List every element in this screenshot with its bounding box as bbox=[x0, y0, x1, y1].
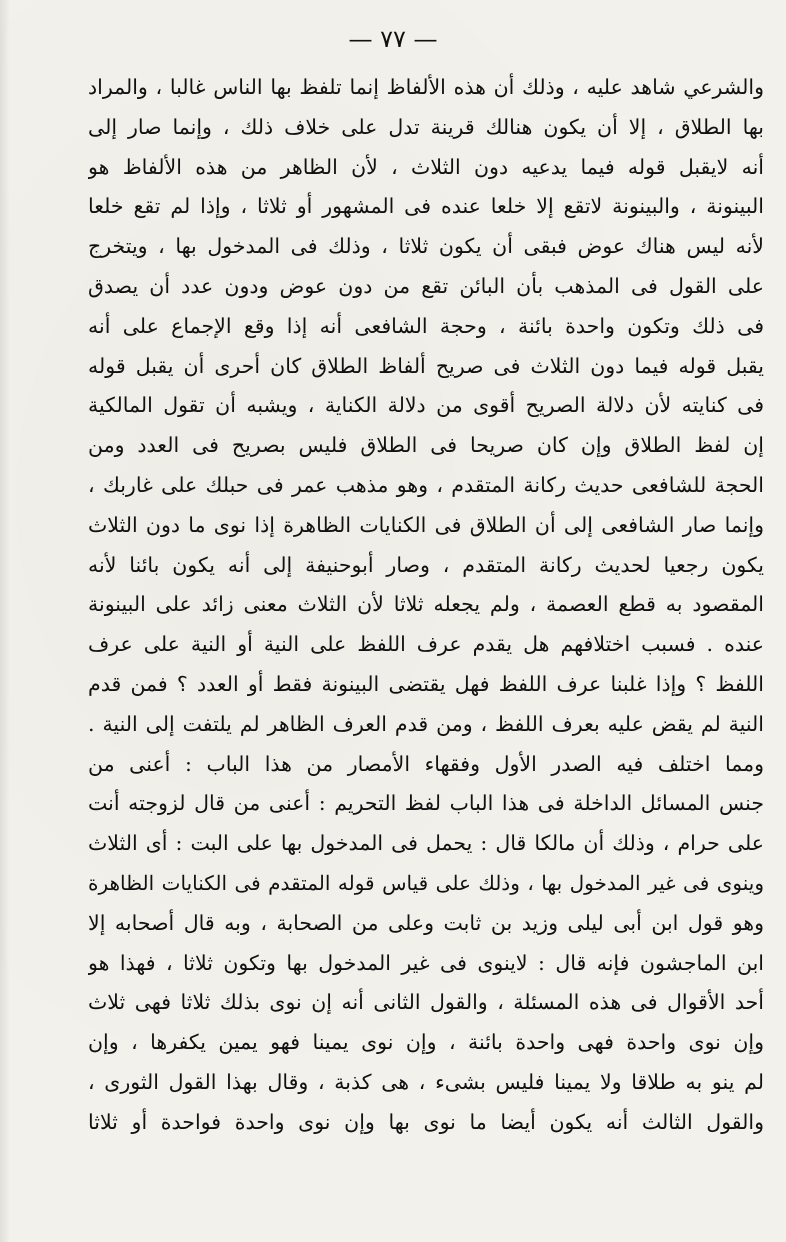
text-line: على حرام ، وذلك أن مالكا قال : يحمل فى المدخول بها على البت : أى الثلاث bbox=[88, 831, 764, 856]
text-line: اللفظ ؟ وإذا غلبنا عرف اللفظ فهل يقتضى البينونة فقط أو العدد ؟ فمن قدم bbox=[88, 671, 764, 696]
text-line: الحجة للشافعى حديث ركانة المتقدم ، وهو مذهب عمر فى حبلك على غاربك ، bbox=[88, 472, 764, 497]
body-text bbox=[88, 68, 764, 1143]
text-line: المقصود به قطع العصمة ، ولم يجعله ثلاثا لأن الثلاث معنى زائد على البينونة bbox=[88, 592, 764, 617]
text-line: بها الطلاق ، إلا أن يكون هنالك قرينة تدل على خلاف ذلك ، وإنما صار إلى bbox=[88, 114, 764, 139]
text-line: وإنما صار الشافعى إلى أن الطلاق فى الكنايات الظاهرة إذا نوى ما دون الثلاث bbox=[88, 512, 764, 537]
text-line: ابن الماجشون فإنه قال : لاينوى فى غير المدخول بها وتكون ثلاثا ، فهذا هو bbox=[88, 950, 764, 975]
text-line: لأنه ليس هناك عوض فبقى أن يكون ثلاثا ، وذلك فى المدخول بها ، ويتخرج bbox=[88, 234, 764, 259]
text-line: جنس المسائل الداخلة فى هذا الباب لفظ التحريم : أعنى من قال لزوجته أنت bbox=[88, 791, 764, 816]
text-line: عنده . فسبب اختلافهم هل يقدم عرف اللفظ على النية أو النية على عرف bbox=[88, 632, 764, 657]
page-edge-shadow bbox=[0, 0, 10, 1242]
text-line: أنه لايقبل قوله فيما يدعيه دون الثلاث ، لأن الظاهر من هذه الألفاظ هو bbox=[88, 154, 764, 179]
text-line: على القول فى المذهب بأن البائن تقع من دون عوض ودون عدد أن يصدق bbox=[88, 273, 764, 298]
text-line: النية لم يقض عليه بعرف اللفظ ، ومن قدم العرف الظاهر لم يلتفت إلى النية . bbox=[88, 711, 764, 736]
text-line: إن لفظ الطلاق وإن كان صريحا فى الطلاق فليس بصريح فى العدد ومن bbox=[88, 433, 764, 458]
page-number: — ٧٧ — bbox=[348, 25, 438, 53]
text-line: وإن نوى واحدة فهى واحدة بائنة ، وإن نوى يمينا فهو يمين يكفرها ، وإن bbox=[88, 1030, 764, 1055]
text-line: يقبل قوله فيما دون الثلاث فى صريح ألفاظ الطلاق كان أحرى أن يقبل قوله bbox=[88, 353, 764, 378]
text-line: يكون رجعيا لحديث ركانة المتقدم ، وصار أبوحنيفة إلى أنه يكون بائنا لأنه bbox=[88, 552, 764, 577]
text-line: والقول الثالث أنه يكون أيضا ما نوى بها وإن نوى واحدة فواحدة أو ثلاثا bbox=[88, 1109, 764, 1134]
text-line: وهو قول ابن أبى ليلى وزيد بن ثابت وعلى من الصحابة ، وبه قال أصحابه إلا bbox=[88, 910, 764, 935]
text-line: فى ذلك وتكون واحدة بائنة ، وحجة الشافعى أنه إذا وقع الإجماع على أنه bbox=[88, 313, 764, 338]
text-line: ومما اختلف فيه الصدر الأول وفقهاء الأمصار من هذا الباب : أعنى من bbox=[88, 751, 764, 776]
text-line: أحد الأقوال فى هذه المسئلة ، والقول الثانى أنه إن نوى بذلك ثلاثا فهى ثلاث bbox=[88, 990, 764, 1015]
text-line: وينوى فى غير المدخول بها ، وذلك على قياس قوله المتقدم فى الكنايات الظاهرة bbox=[88, 870, 764, 895]
text-line: والشرعي شاهد عليه ، وذلك أن هذه الألفاظ إنما تلفظ بها الناس غالبا ، والمراد bbox=[88, 75, 764, 99]
text-line: فى كنايته لأن دلالة الصريح أقوى من دلالة الكناية ، ويشبه أن تقول المالكية bbox=[88, 393, 764, 418]
text-line: البينونة ، والبينونة لاتقع إلا خلعا عنده فى المشهور أو ثلاثا ، وإذا لم تقع خلعا bbox=[88, 194, 764, 219]
text-line: لم ينو به طلاقا ولا يمينا فليس بشىء ، هى كذبة ، وقال بهذا القول الثورى ، bbox=[88, 1069, 764, 1094]
